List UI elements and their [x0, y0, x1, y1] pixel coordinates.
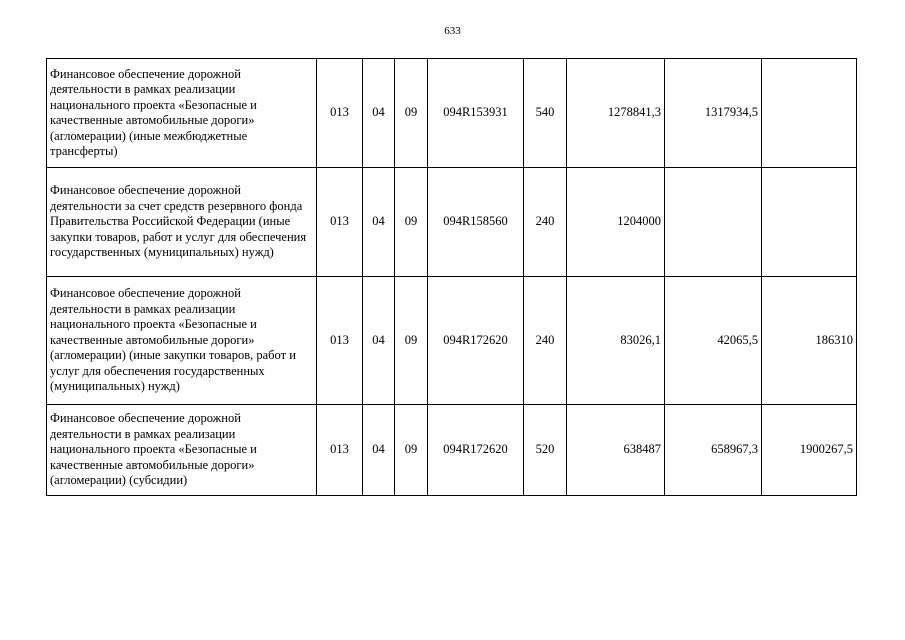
expense-type-code: 540: [524, 59, 567, 168]
expense-type-code: 520: [524, 405, 567, 496]
amount-year-3: 1900267,5: [762, 405, 857, 496]
subsection-code: 09: [395, 277, 428, 405]
expense-type-code: 240: [524, 277, 567, 405]
ministry-code: 013: [317, 277, 363, 405]
amount-year-3: [762, 59, 857, 168]
target-article-code: 094R172620: [428, 277, 524, 405]
target-article-code: 094R153931: [428, 59, 524, 168]
table-row: [47, 59, 857, 168]
section-code: 04: [363, 168, 395, 277]
section-code: 04: [363, 405, 395, 496]
amount-year-2: 1317934,5: [665, 59, 762, 168]
amount-year-1: 638487: [567, 405, 665, 496]
amount-year-3: 186310: [762, 277, 857, 405]
amount-year-1: 1204000: [567, 168, 665, 277]
expense-description: Финансовое обеспечение дорожной деятельности в рамках реализации национального проекта «Безопасные и качественные автомобильные дороги» (агломерации) (иные закупки товаров, работ и услуг для обеспечения государственных (муниципальных) нужд): [47, 277, 317, 405]
expense-description: Финансовое обеспечение дорожной деятельности за счет средств резервного фонда Правительства Российской Федерации (иные закупки товаров, работ и услуг для обеспечения государственных (муниципальных) нужд): [47, 168, 317, 277]
page-number: 633: [444, 25, 461, 37]
amount-year-3: [762, 168, 857, 277]
table-row: [47, 277, 857, 405]
subsection-code: 09: [395, 405, 428, 496]
expense-type-code: 240: [524, 168, 567, 277]
amount-year-2: [665, 168, 762, 277]
subsection-code: 09: [395, 59, 428, 168]
ministry-code: 013: [317, 405, 363, 496]
amount-year-2: 658967,3: [665, 405, 762, 496]
amount-year-1: 83026,1: [567, 277, 665, 405]
amount-year-2: 42065,5: [665, 277, 762, 405]
amount-year-1: 1278841,3: [567, 59, 665, 168]
expense-description: Финансовое обеспечение дорожной деятельности в рамках реализации национального проекта «Безопасные и качественные автомобильные дороги» (агломерации) (субсидии): [47, 405, 317, 496]
table-row: [47, 405, 857, 496]
budget-table: [46, 58, 857, 496]
section-code: 04: [363, 59, 395, 168]
target-article-code: 094R172620: [428, 405, 524, 496]
table-row: [47, 168, 857, 277]
expense-description: Финансовое обеспечение дорожной деятельности в рамках реализации национального проекта «Безопасные и качественные автомобильные дороги» (агломерации) (иные межбюджетные трансферты): [47, 59, 317, 168]
target-article-code: 094R158560: [428, 168, 524, 277]
subsection-code: 09: [395, 168, 428, 277]
section-code: 04: [363, 277, 395, 405]
ministry-code: 013: [317, 168, 363, 277]
ministry-code: 013: [317, 59, 363, 168]
